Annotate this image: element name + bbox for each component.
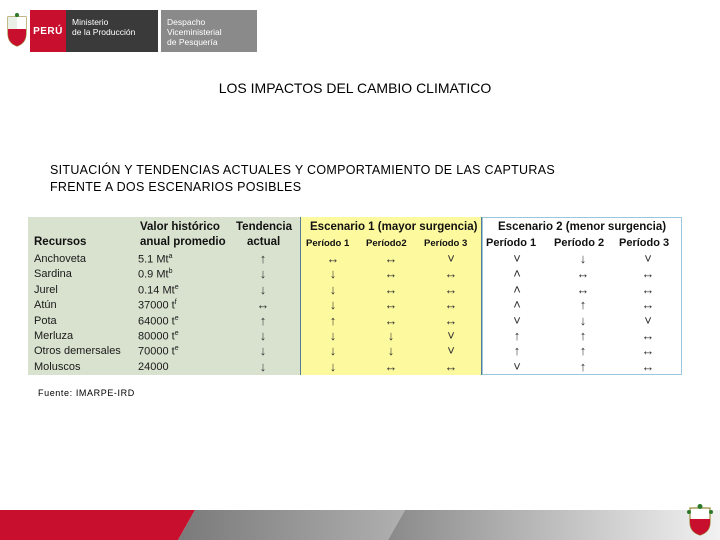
- scenario-1-arrow-icon: ↓: [387, 328, 395, 343]
- value-footnote: e: [174, 330, 179, 337]
- scenario-1-arrow-icon: ˅: [447, 328, 455, 343]
- value-footnote: e: [174, 345, 179, 353]
- page-title: LOS IMPACTOS DEL CAMBIO CLIMATICO: [218, 80, 492, 96]
- ministry-label: [66, 10, 158, 52]
- coat-of-arms-icon: [4, 10, 30, 50]
- trend-arrow-icon: ↑: [259, 312, 267, 328]
- resource-name: Atún: [34, 299, 57, 312]
- subtitle-line-2: FRENTE A DOS ESCENARIOS POSIBLES: [50, 180, 302, 194]
- value-footnote: e: [174, 314, 179, 322]
- header-logo: [4, 10, 257, 52]
- scenario-2-arrow-icon: ↔: [641, 328, 655, 343]
- historic-value-text: 80000 t: [138, 330, 175, 343]
- scenario-2-arrow-icon: ˄: [513, 281, 521, 297]
- trend-arrow-icon: ↓: [259, 358, 267, 374]
- department-label: [161, 10, 257, 52]
- peru-label: PERÚ: [30, 10, 66, 52]
- ministry-line-2: de la Producción: [72, 27, 136, 37]
- column-divider: [481, 217, 482, 375]
- scenario-1-arrow-icon: ↔: [384, 358, 398, 374]
- scenario-2-arrow-icon: ↓: [579, 312, 587, 328]
- scenario-2-arrow-icon: ˅: [644, 312, 652, 328]
- scenario-1-arrow-icon: ↔: [444, 266, 458, 282]
- resource-name: Merluza: [34, 330, 74, 342]
- scenario-1-arrow-icon: ↓: [329, 281, 337, 297]
- scenario-2-arrow-icon: ˄: [513, 297, 521, 313]
- scenario-1-arrow-icon: ↓: [329, 297, 337, 313]
- header-valor-line-2: anual promedio: [140, 236, 226, 248]
- scenario-2-arrow-icon: ↔: [641, 358, 655, 374]
- historic-value: [138, 345, 179, 358]
- period-header: Período 1: [486, 237, 537, 249]
- scenario-2-arrow-icon: ↑: [579, 343, 587, 359]
- footer-band: [0, 510, 720, 540]
- historic-value: [138, 299, 177, 312]
- scenario-1-arrow-icon: ↔: [384, 281, 398, 297]
- resource-name: Otros demersales: [34, 345, 121, 358]
- value-footnote: e: [174, 283, 179, 291]
- ministry-line-1: Ministerio: [72, 17, 109, 27]
- scenario-2-arrow-icon: ↔: [641, 266, 655, 282]
- historic-value: [138, 268, 172, 281]
- scenario-1-arrow-icon: ↔: [326, 251, 340, 266]
- historic-value: [138, 330, 179, 343]
- value-footnote: f: [174, 299, 177, 307]
- resource-name: Pota: [34, 314, 57, 327]
- scenario-2-arrow-icon: ↑: [513, 328, 521, 343]
- scenario-2-arrow-icon: ˅: [513, 251, 521, 266]
- trend-arrow-icon: ↔: [256, 297, 270, 313]
- scenario-2-arrow-icon: ↔: [576, 266, 590, 282]
- coat-of-arms-icon: [686, 504, 714, 536]
- value-footnote: a: [168, 253, 173, 260]
- source-note: Fuente: IMARPE-IRD: [38, 388, 135, 398]
- scenario-2-arrow-icon: ↑: [579, 358, 587, 374]
- scenario-1-arrow-icon: ↔: [444, 312, 458, 328]
- scenario-1-arrow-icon: ↓: [329, 328, 337, 343]
- scenario-2-arrow-icon: ↑: [579, 328, 587, 343]
- scenario-2-arrow-icon: ↔: [641, 343, 655, 359]
- period-header: Período2: [366, 238, 407, 249]
- historic-value-text: 5.1 Mt: [138, 253, 169, 266]
- historic-value: [138, 284, 179, 297]
- scenario-1-arrow-icon: ↔: [384, 266, 398, 282]
- resource-name: Moluscos: [34, 360, 81, 373]
- department-line-2: de Pesquería: [167, 37, 218, 47]
- historic-value-text: 37000 t: [138, 299, 175, 312]
- scenario-table: [28, 217, 682, 375]
- scenario-1-arrow-icon: ˅: [447, 343, 455, 359]
- scenario-1-arrow-icon: ↓: [329, 358, 337, 374]
- header-tendencia-line-2: actual: [247, 236, 281, 248]
- header-escenario-1: Escenario 1 (mayor surgencia): [310, 221, 478, 233]
- trend-arrow-icon: ↓: [259, 343, 267, 359]
- scenario-1-arrow-icon: ↔: [384, 312, 398, 328]
- resource-name: Sardina: [34, 268, 72, 281]
- subtitle: [50, 162, 650, 196]
- value-footnote: b: [168, 268, 173, 276]
- scenario-2-arrow-icon: ˅: [644, 251, 652, 266]
- scenario-2-arrow-icon: ↔: [576, 281, 590, 297]
- historic-value-text: 70000 t: [138, 346, 175, 359]
- scenario-2-arrow-icon: ↔: [641, 297, 655, 313]
- header-escenario-2: Escenario 2 (menor surgencia): [498, 221, 667, 233]
- column-divider: [300, 217, 301, 375]
- period-header: Período 1: [306, 238, 350, 249]
- historic-value-text: 0.14 Mt: [138, 284, 175, 297]
- scenario-1-arrow-icon: ↔: [444, 358, 458, 374]
- scenario-1-arrow-icon: ↔: [444, 281, 458, 297]
- trend-arrow-icon: ↓: [259, 328, 267, 343]
- header-recursos: Recursos: [34, 236, 87, 248]
- trend-arrow-icon: ↑: [259, 251, 267, 266]
- scenario-1-arrow-icon: ↓: [329, 266, 337, 282]
- scenario-1-arrow-icon: ↔: [384, 297, 398, 313]
- scenario-1-arrow-icon: ↔: [384, 251, 398, 266]
- historic-value: [138, 361, 169, 373]
- period-header: Período 3: [619, 237, 670, 249]
- scenario-1-arrow-icon: ↓: [387, 343, 395, 359]
- historic-value-text: 64000 t: [138, 315, 175, 328]
- period-header: Período 2: [554, 237, 605, 249]
- scenario-2-arrow-icon: ↑: [513, 343, 521, 359]
- header-valor-line-1: Valor histórico: [140, 221, 220, 233]
- subtitle-line-1: SITUACIÓN Y TENDENCIAS ACTUALES Y COMPORTAMIENTO DE LAS CAPTURAS: [50, 163, 555, 177]
- historic-value-text: 0.9 Mt: [138, 269, 169, 282]
- historic-value: [138, 315, 179, 328]
- trend-arrow-icon: ↓: [259, 281, 267, 297]
- scenario-2-arrow-icon: ↔: [641, 281, 655, 297]
- resource-name: Jurel: [34, 283, 58, 296]
- historic-value-text: 24000: [138, 360, 169, 373]
- period-header: Período 3: [424, 238, 468, 249]
- scenario-1-arrow-icon: ↑: [329, 312, 337, 328]
- scenario-1-arrow-icon: ˅: [447, 251, 455, 266]
- scenario-1-arrow-icon: ↓: [329, 343, 337, 359]
- scenario-2-arrow-icon: ↓: [579, 251, 587, 266]
- scenario-2-arrow-icon: ˅: [513, 358, 521, 374]
- scenario-2-arrow-icon: ˄: [513, 266, 521, 282]
- department-line-1: Despacho Viceministerial: [167, 17, 222, 37]
- scenario-1-arrow-icon: ↔: [444, 297, 458, 313]
- trend-arrow-icon: ↓: [259, 266, 267, 282]
- resource-name: Anchoveta: [34, 253, 86, 265]
- scenario-2-arrow-icon: ˅: [513, 312, 521, 328]
- historic-value: [138, 253, 172, 266]
- header-tendencia-line-1: Tendencia: [236, 221, 293, 233]
- scenario-2-arrow-icon: ↑: [579, 297, 587, 313]
